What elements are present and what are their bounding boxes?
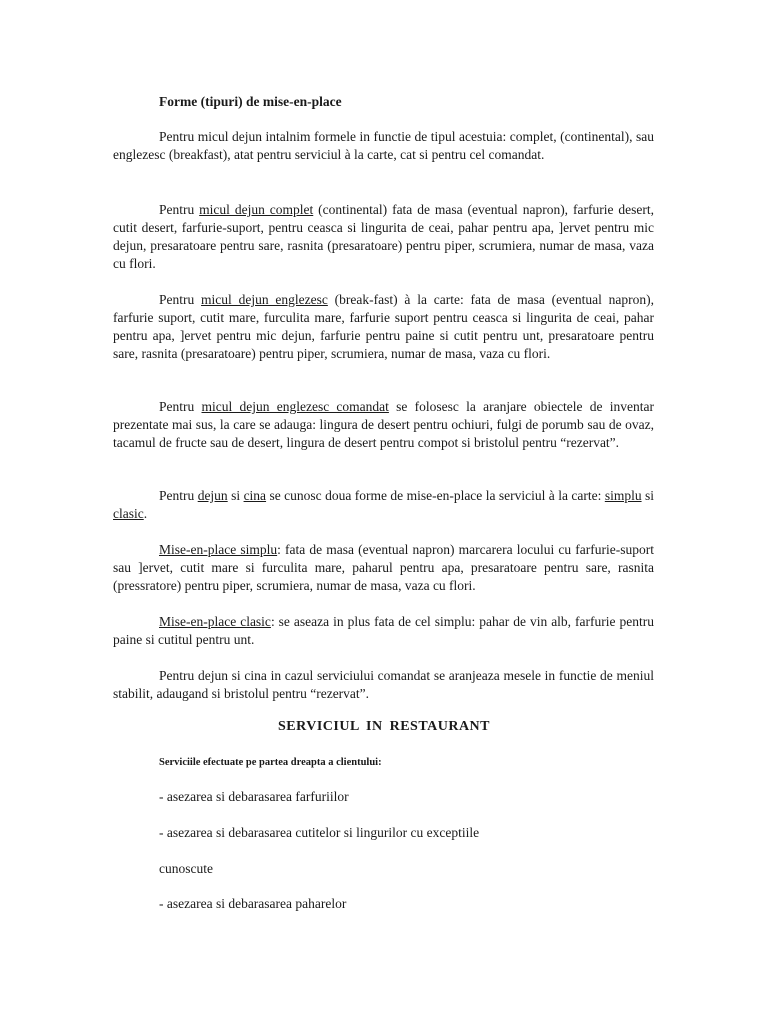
subheading: Serviciile efectuate pe partea dreapta a clientului: [159,757,382,768]
paragraph-dejun-englezesc-comandat [113,398,654,452]
paragraph-dejun-englezesc [113,291,654,363]
document-heading: Forme (tipuri) de mise-en-place [159,94,342,109]
text: si [227,488,244,503]
underlined-term: Mise-en-place simplu [159,542,278,557]
list-item: - asezarea si debarasarea cutitelor si lingurilor cu exceptiile [159,825,480,840]
text: Pentru [159,202,200,217]
text: Pentru [159,399,202,414]
paragraph-dejun-complet [113,201,654,273]
text: se cunosc doua forme de mise-en-place la serviciul à la carte: [266,488,605,503]
section-title: SERVICIUL IN RESTAURANT [277,719,491,734]
underlined-term: micul dejun complet [199,202,314,217]
list-item: - asezarea si debarasarea paharelor [159,896,347,911]
underlined-term: clasic [113,506,144,521]
text: : fata de masa (eventual napron) marcarera locului cu farfurie-suport sau ]ervet, cutit mare si furculita mare, paharul pentru apa, presaratoare pentru sare, rasnita (pressratore) pentru piper, scrumiera, numar de masa, vaza cu flori. [113,542,654,593]
paragraph-dejun-cina [113,487,654,523]
list-item: cunoscute [159,861,213,876]
list-item: - asezarea si debarasarea farfuriilor [159,789,349,804]
underlined-term: simplu [604,488,642,503]
underlined-term: Mise-en-place clasic [159,614,271,629]
underlined-term: cina [243,488,267,503]
underlined-term: dejun [197,488,228,503]
text: . [143,506,148,521]
text: se folosesc la aranjare obiectele de inventar prezentate mai sus, la care se adauga: lingura de desert pentru ochiuri, fulgi de porumb sau de ovaz, tacamul de fructe sau de desert, lingura de desert pentru compot si bristolul pentru “rezervat”. [113,399,655,450]
underlined-term: micul dejun englezesc [201,292,328,307]
paragraph-intro: Pentru micul dejun intalnim formele in functie de tipul acestuia: complet, (continental), sau englezesc (breakfast), atat pentru serviciul à la carte, cat si pentru cel comandat. [113,129,654,162]
text: si [641,488,655,503]
text: (break-fast) à la carte: fata de masa (eventual napron), farfurie suport, cutit mare, furculita mare, farfurie suport pentru ceasca si lingurita de ceai, pahar pentru apa, ]ervet pentru mic dejun, farfurie pentru paine si cutit pentru unt, presaratoare pentru sare, rasnita (presaratoare) pentru piper, scrumiera, numar de masa, vaza cu flori. [113,292,655,361]
paragraph-mise-en-place-simplu [113,541,654,595]
paragraph-mise-en-place-clasic [113,613,654,649]
text: : se aseaza in plus fata de cel simplu: pahar de vin alb, farfurie pentru paine si cutitul pentru unt. [113,614,654,647]
text: Pentru [159,488,198,503]
text: Pentru [159,292,202,307]
text: (continental) fata de masa (eventual napron), farfurie desert, cutit desert, farfurie-suport, pentru ceasca si lingurita de ceai, pahar pentru apa, ]ervet pentru mic dejun, presaratoare pentru sare, rasnita (presaratoare) pentru piper, scrumiera, numar de masa, vaza cu flori. [113,202,654,271]
underlined-term: micul dejun englezesc comandat [201,399,389,414]
paragraph-serviciu-comandat: Pentru dejun si cina in cazul serviciului comandat se aranjeaza mesele in functie de meniul stabilit, adaugand si bristolul pentru “rezervat”. [113,668,654,701]
